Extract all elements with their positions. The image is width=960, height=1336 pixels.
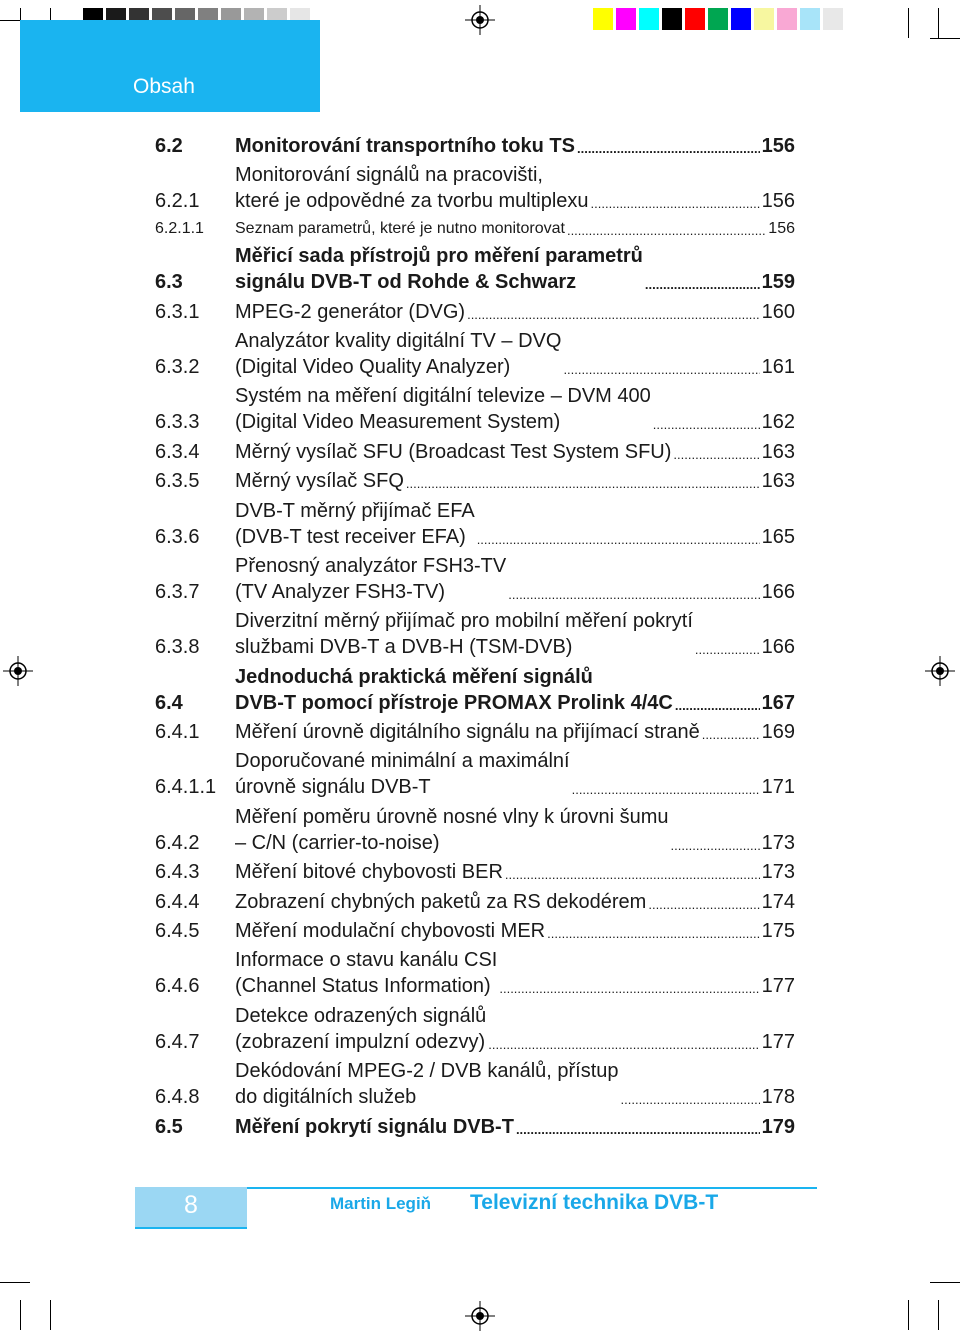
- crop-mark: [0, 1282, 30, 1283]
- toc-entry-page: 177: [761, 975, 795, 998]
- toc-entry-body: [235, 1058, 795, 1110]
- footer-rule: [247, 1187, 817, 1189]
- toc-entry-number: 6.2: [155, 135, 183, 157]
- toc-entry-page: 169: [761, 721, 795, 744]
- toc-entry-title: Zobrazení chybných paketů za RS dekodérem: [235, 890, 647, 913]
- table-of-contents: [155, 133, 795, 1143]
- toc-entry[interactable]: [155, 328, 795, 380]
- toc-entry-number: 6.2.1.1: [155, 219, 204, 237]
- toc-entry-page: 166: [761, 580, 795, 603]
- crop-mark: [930, 1282, 960, 1283]
- toc-entry-title: Měření úrovně digitálního signálu na přijímací straně: [235, 721, 700, 744]
- toc-entry-body: [235, 1003, 795, 1055]
- toc-leader-dots: [467, 310, 760, 320]
- toc-entry-number: 6.4: [155, 691, 183, 714]
- toc-entry-number: 6.3.2: [155, 355, 200, 378]
- toc-entry-body: [235, 664, 795, 716]
- color-swatch: [731, 8, 751, 30]
- toc-entry-body: [235, 162, 795, 214]
- toc-entry-title: Měření modulační chybovosti MER: [235, 920, 546, 943]
- toc-entry[interactable]: [155, 439, 795, 465]
- toc-entry-page: 167: [761, 691, 795, 714]
- toc-entry-number: 6.3.5: [155, 470, 200, 493]
- color-swatch: [708, 8, 728, 30]
- toc-entry[interactable]: [155, 133, 795, 159]
- toc-entry-body: [235, 1114, 795, 1140]
- registration-mark-icon: [925, 656, 955, 686]
- toc-entry[interactable]: [155, 859, 795, 885]
- toc-entry-page: 175: [761, 920, 795, 943]
- crop-mark: [20, 1300, 21, 1330]
- toc-leader-dots: [695, 645, 760, 655]
- toc-entry[interactable]: [155, 162, 795, 214]
- toc-entry-page: 178: [761, 1086, 795, 1109]
- toc-entry[interactable]: [155, 664, 795, 716]
- toc-entry-title: Přenosný analyzátor FSH3-TV (TV Analyzer FSH3-TV): [235, 554, 507, 603]
- toc-entry-number: 6.2.1: [155, 190, 200, 213]
- toc-entry-title: Měření pokrytí signálu DVB-T: [235, 1115, 514, 1138]
- color-swatch: [593, 8, 613, 30]
- toc-entry[interactable]: [155, 719, 795, 745]
- toc-entry[interactable]: [155, 553, 795, 605]
- footer-author: Martin Legiň: [330, 1194, 432, 1213]
- page-number: 8: [184, 1191, 198, 1219]
- toc-entry-body: [235, 439, 795, 465]
- toc-entry-number: 6.3: [155, 271, 183, 294]
- toc-entry-number: 6.3.7: [155, 580, 200, 603]
- toc-entry-number: 6.3.3: [155, 411, 200, 434]
- toc-entry-number: 6.3.8: [155, 636, 200, 659]
- toc-entry-page: 163: [761, 470, 795, 493]
- toc-entry-number: 6.4.1.1: [155, 776, 217, 799]
- color-swatch: [685, 8, 705, 30]
- toc-entry-body: [235, 918, 795, 944]
- toc-leader-dots: [671, 841, 760, 851]
- toc-leader-dots: [648, 900, 759, 910]
- toc-entry-number: 6.4.6: [155, 975, 200, 998]
- toc-leader-dots: [653, 420, 760, 430]
- toc-entry-number: 6.5: [155, 1115, 183, 1138]
- toc-entry-title: Měření poměru úrovně nosné vlny k úrovni šumu – C/N (carrier-to-noise): [235, 805, 669, 854]
- toc-entry-title: Dekódování MPEG-2 / DVB kanálů, přístup do digitálních služeb: [235, 1060, 619, 1109]
- toc-leader-dots: [516, 1125, 760, 1135]
- toc-entry-body: [235, 719, 795, 745]
- toc-entry-title: Měřicí sada přístrojů pro měření parametrů signálu DVB-T od Rohde & Schwarz: [235, 245, 643, 294]
- toc-entry-page: 163: [761, 440, 795, 463]
- toc-entry-page: 161: [761, 355, 795, 378]
- toc-entry-number: 6.3.1: [155, 300, 200, 323]
- toc-entry-body: [235, 553, 795, 605]
- toc-entry-page: 173: [761, 831, 795, 854]
- toc-entry-body: [235, 243, 795, 295]
- toc-entry-page: 156: [761, 190, 795, 213]
- toc-entry-body: [235, 383, 795, 435]
- toc-entry-number: 6.4.4: [155, 890, 200, 913]
- toc-leader-dots: [406, 479, 760, 489]
- toc-entry-number: 6.4.7: [155, 1030, 200, 1053]
- toc-entry-body: [235, 608, 795, 660]
- toc-leader-dots: [567, 226, 766, 236]
- toc-entry-page: 165: [761, 525, 795, 548]
- crop-mark: [50, 1300, 51, 1330]
- toc-entry-title: Seznam parametrů, které je nutno monitorovat: [235, 219, 565, 237]
- toc-leader-dots: [591, 199, 760, 209]
- toc-entry-body: [235, 947, 795, 999]
- crop-mark: [908, 1300, 909, 1330]
- toc-entry-body: [235, 133, 795, 159]
- toc-entry-title: Měrný vysílač SFU (Broadcast Test System SFU): [235, 440, 672, 463]
- toc-entry-body: [235, 804, 795, 856]
- toc-entry-title: Monitorování signálů na pracovišti, které je odpovědné za tvorbu multiplexu: [235, 164, 589, 213]
- toc-entry-body: [235, 299, 795, 325]
- toc-entry-page: 171: [761, 776, 795, 799]
- registration-mark-icon: [465, 5, 495, 35]
- toc-entry[interactable]: [155, 299, 795, 325]
- toc-entry-page: 177: [761, 1030, 795, 1053]
- toc-leader-dots: [572, 785, 760, 795]
- toc-entry[interactable]: [155, 608, 795, 660]
- toc-entry-body: [235, 328, 795, 380]
- crop-mark: [938, 8, 939, 38]
- registration-mark-icon: [3, 656, 33, 686]
- toc-entry-body: [235, 859, 795, 885]
- toc-entry-title: MPEG-2 generátor (DVG): [235, 300, 466, 323]
- toc-leader-dots: [499, 984, 759, 994]
- toc-leader-dots: [508, 590, 759, 600]
- toc-leader-dots: [702, 730, 760, 740]
- toc-entry-number: 6.3.4: [155, 440, 200, 463]
- toc-leader-dots: [675, 701, 760, 711]
- toc-entry-body: [235, 889, 795, 915]
- toc-leader-dots: [488, 1040, 759, 1050]
- toc-entry[interactable]: [155, 947, 795, 999]
- registration-mark-icon: [465, 1301, 495, 1331]
- toc-leader-dots: [577, 144, 760, 154]
- toc-entry-number: 6.4.3: [155, 861, 200, 884]
- toc-entry-title: Diverzitní měrný přijímač pro mobilní měření pokrytí službami DVB-T a DVB-H (TSM-DVB): [235, 610, 693, 659]
- toc-entry-title: Informace o stavu kanálu CSI (Channel Status Information): [235, 949, 498, 998]
- toc-entry[interactable]: [155, 468, 795, 494]
- color-swatch: [616, 8, 636, 30]
- color-swatch: [823, 8, 843, 30]
- footer-book-title: Televizní technika DVB-T: [470, 1191, 719, 1214]
- toc-entry-number: 6.4.1: [155, 721, 200, 744]
- toc-entry-page: 179: [761, 1115, 795, 1138]
- toc-leader-dots: [505, 870, 760, 880]
- page-title: Obsah: [133, 75, 195, 98]
- toc-entry-page: 160: [761, 300, 795, 323]
- toc-entry[interactable]: [155, 1003, 795, 1055]
- toc-entry-page: 159: [761, 271, 795, 294]
- toc-entry-page: 174: [761, 890, 795, 913]
- toc-entry-body: [235, 498, 795, 550]
- toc-entry-page: 166: [761, 636, 795, 659]
- toc-leader-dots: [477, 535, 760, 545]
- toc-leader-dots: [563, 365, 759, 375]
- toc-entry-body: [235, 748, 795, 800]
- toc-entry[interactable]: [155, 918, 795, 944]
- toc-entry-title: Měrný vysílač SFQ: [235, 470, 404, 493]
- color-swatch: [777, 8, 797, 30]
- toc-entry[interactable]: [155, 1114, 795, 1140]
- toc-entry-title: Jednoduchá praktická měření signálů DVB-T pomocí přístroje PROMAX Prolink 4/4C: [235, 665, 673, 714]
- toc-entry[interactable]: [155, 498, 795, 550]
- color-swatch: [754, 8, 774, 30]
- toc-entry[interactable]: [155, 748, 795, 800]
- toc-entry-number: 6.4.5: [155, 920, 200, 943]
- toc-entry-number: 6.4.8: [155, 1086, 200, 1109]
- color-swatch: [800, 8, 820, 30]
- toc-leader-dots: [547, 929, 759, 939]
- toc-leader-dots: [645, 280, 760, 290]
- toc-entry-title: Analyzátor kvality digitální TV – DVQ (Digital Video Quality Analyzer): [235, 329, 562, 378]
- crop-mark: [938, 1300, 939, 1330]
- color-swatch: [639, 8, 659, 30]
- toc-entry-title: Měření bitové chybovosti BER: [235, 861, 503, 884]
- color-swatch: [662, 8, 682, 30]
- toc-leader-dots: [621, 1095, 760, 1105]
- toc-entry-number: 6.4.2: [155, 831, 200, 854]
- toc-entry-title: Monitorování transportního toku TS: [235, 135, 575, 157]
- toc-entry-title: Detekce odrazených signálů (zobrazení impulzní odezvy): [235, 1004, 487, 1053]
- toc-entry-body: [235, 218, 795, 240]
- toc-entry-page: 162: [761, 411, 795, 434]
- toc-entry-number: 6.3.6: [155, 525, 200, 548]
- toc-entry-page: 156: [768, 219, 795, 237]
- toc-entry-page: 156: [761, 135, 795, 157]
- crop-mark: [930, 38, 960, 39]
- toc-entry[interactable]: [155, 889, 795, 915]
- toc-entry[interactable]: [155, 218, 795, 240]
- toc-entry-title: DVB-T měrný přijímač EFA (DVB-T test receiver EFA): [235, 499, 475, 548]
- toc-entry[interactable]: [155, 1058, 795, 1110]
- crop-mark: [908, 8, 909, 38]
- toc-entry-title: Doporučované minimální a maximální úrovně signálu DVB-T: [235, 750, 570, 799]
- toc-entry[interactable]: [155, 243, 795, 295]
- toc-entry-body: [235, 468, 795, 494]
- toc-entry[interactable]: [155, 804, 795, 856]
- toc-entry[interactable]: [155, 383, 795, 435]
- toc-leader-dots: [673, 450, 759, 460]
- toc-entry-page: 173: [761, 861, 795, 884]
- toc-entry-title: Systém na měření digitální televize – DVM 400 (Digital Video Measurement System): [235, 385, 651, 434]
